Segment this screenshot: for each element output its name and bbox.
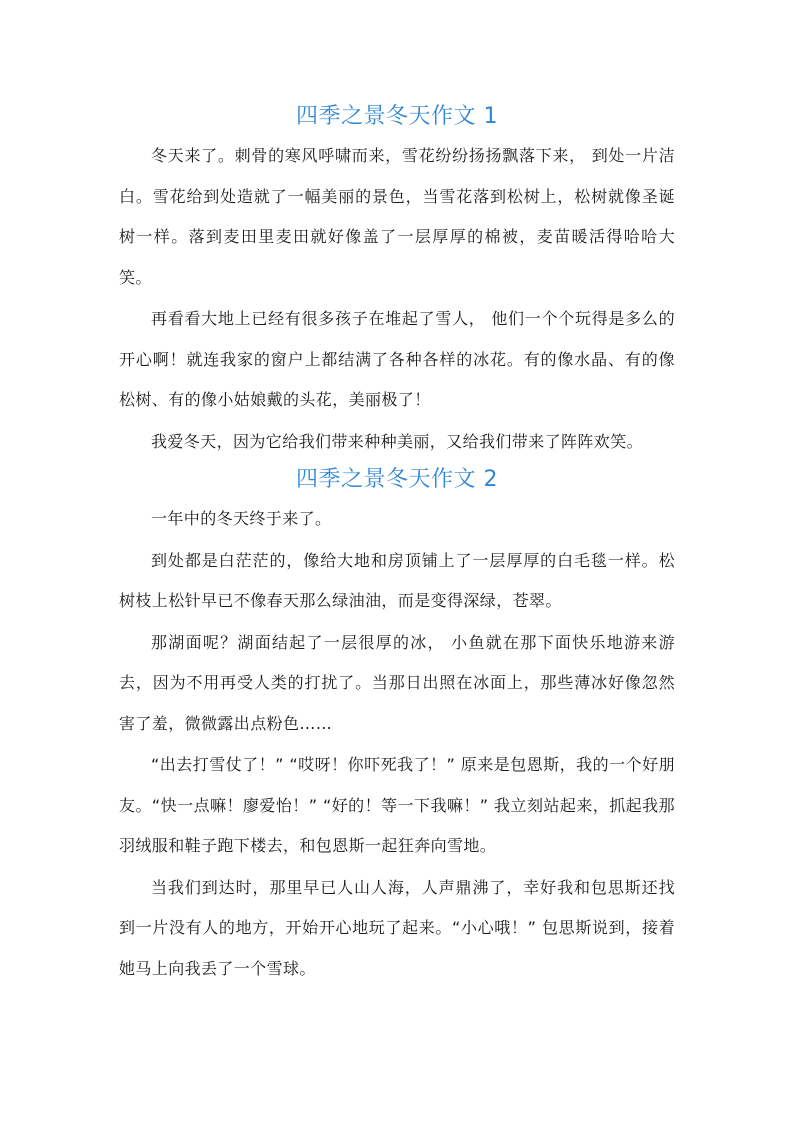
essay-1-paragraph-1: 冬天来了。刺骨的寒风呼啸而来，雪花纷纷扬扬飘落下来， 到处一片洁白。雪花给到处造就了一幅美丽的景色，当雪花落到松树上，松树就像圣诞树一样。落到麦田里麦田就好像盖了一层厚厚的棉被，麦苗暖活得哈哈大笑。 (119, 146, 675, 287)
document-page (119, 100, 675, 990)
essay-1-paragraph-2: 再看看大地上已经有很多孩子在堆起了雪人， 他们一个个玩得是多么的开心啊！就连我家的窗户上都结满了各种各样的冰花。有的像水晶、有的像松树、有的像小姑娘戴的头花，美丽极了！ (119, 309, 675, 409)
essay-2-paragraph-2: 到处都是白茫茫的，像给大地和房顶铺上了一层厚厚的白毛毯一样。松树枝上松针早已不像春天那么绿油油，而是变得深绿，苍翠。 (119, 550, 675, 610)
essay-2-paragraph-3: 那湖面呢？湖面结起了一层很厚的冰， 小鱼就在那下面快乐地游来游去，因为不用再受人类的打扰了。当那日出照在冰面上，那些薄冰好像忽然害了羞，微微露出点粉色…… (119, 632, 675, 733)
essay-2-paragraph-4: “出去打雪仗了！” “哎呀！你吓死我了！” 原来是包恩斯，我的一个好朋友。“快一点嘛！廖爱怡！” “好的！等一下我嘛！” 我立刻站起来，抓起我那羽绒服和鞋子跑下楼去，和包恩斯一起狂奔向雪地。 (119, 755, 675, 855)
essay-1-paragraph-3: 我爱冬天，因为它给我们带来种种美丽，又给我们带来了阵阵欢笑。 (151, 431, 644, 451)
essay-title-2: 四季之景冬天作文 2 (296, 467, 498, 492)
essay-2-paragraph-5: 当我们到达时，那里早已人山人海，人声鼎沸了，幸好我和包思斯还找到一片没有人的地方，开始开心地玩了起来。“小心哦！” 包思斯说到，接着她马上向我丢了一个雪球。 (119, 877, 675, 978)
essay-2-paragraph-1: 一年中的冬天终于来了。 (151, 509, 332, 528)
essay-title-1: 四季之景冬天作文 1 (296, 104, 498, 129)
